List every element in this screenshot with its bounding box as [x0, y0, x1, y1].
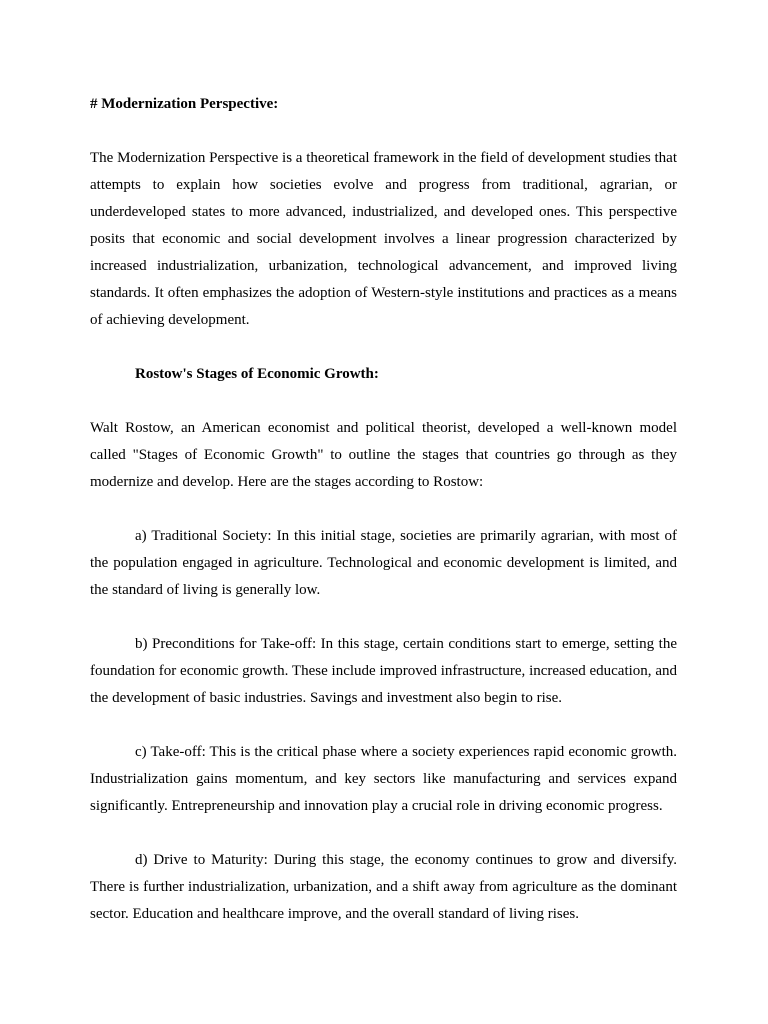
spacer	[90, 820, 677, 847]
spacer	[90, 334, 677, 361]
stage-take-off: c) Take-off: This is the critical phase where a society experiences rapid economic growth. Industrialization gains momentum, and key sectors like manufacturing and services expand significantly. Entrepreneurship and innovation play a crucial role in driving economic progress.	[90, 744, 677, 814]
intro-paragraph: The Modernization Perspective is a theoretical framework in the field of development studies that attempts to explain how societies evolve and progress from traditional, agrarian, or underdeveloped states to more advanced, industrialized, and developed ones. This perspective posits that economic and social development involves a linear progression characterized by increased industrialization, urbanization, technological advancement, and improved living standards. It often emphasizes the adoption of Western-style institutions and practices as a means of achieving development.	[90, 150, 677, 328]
stage-traditional-society: a) Traditional Society: In this initial stage, societies are primarily agrarian, with most of the population engaged in agriculture. Technological and economic development is limited, and the standard of living is generally low.	[90, 528, 677, 598]
spacer	[90, 712, 677, 739]
spacer	[90, 604, 677, 631]
spacer	[90, 118, 677, 145]
spacer	[90, 388, 677, 415]
rostow-intro-paragraph: Walt Rostow, an American economist and political theorist, developed a well-known model called "Stages of Economic Growth" to outline the stages that countries go through as they modernize and develop. Here are the stages according to Rostow:	[90, 420, 677, 490]
spacer	[90, 496, 677, 523]
subsection-heading: Rostow's Stages of Economic Growth:	[135, 366, 379, 382]
document-page	[90, 91, 677, 928]
stage-drive-to-maturity: d) Drive to Maturity: During this stage, the economy continues to grow and diversify. There is further industrialization, urbanization, and a shift away from agriculture as the dominant sector. Education and healthcare improve, and the overall standard of living rises.	[90, 852, 677, 922]
section-heading: # Modernization Perspective:	[90, 96, 279, 112]
stage-preconditions-for-take-off: b) Preconditions for Take-off: In this stage, certain conditions start to emerge, setting the foundation for economic growth. These include improved infrastructure, increased education, and the development of basic industries. Savings and investment also begin to rise.	[90, 636, 677, 706]
